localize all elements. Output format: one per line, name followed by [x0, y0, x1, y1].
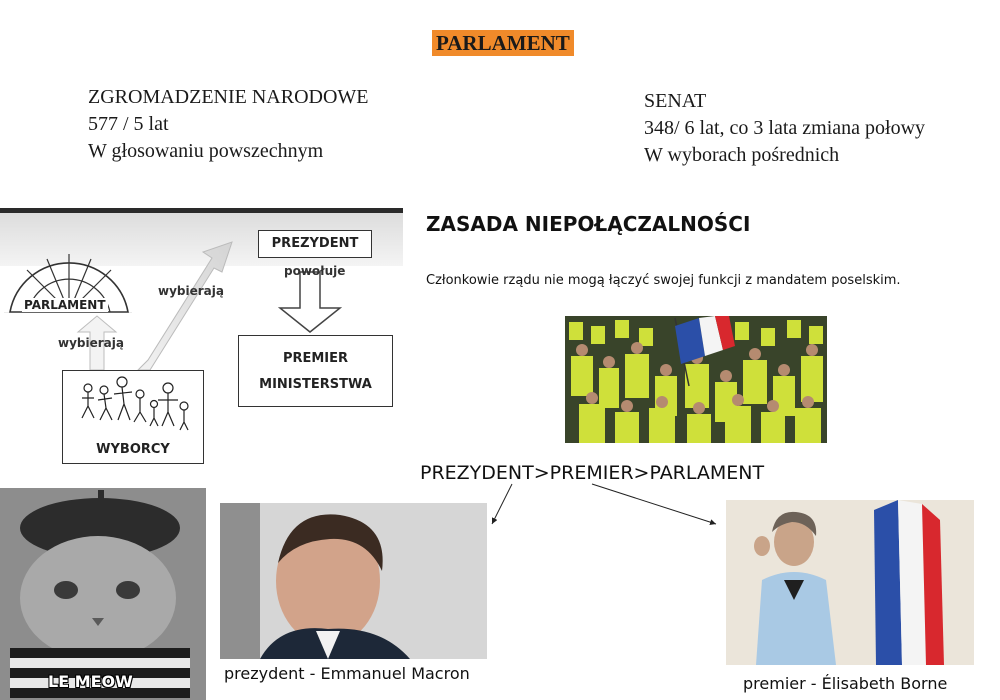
- senate-term: 348/ 6 lat, co 3 lata zmiana połowy: [644, 117, 926, 139]
- flag-icon: [874, 500, 944, 665]
- premier-box: [238, 335, 393, 407]
- parliament-label: PARLAMENT: [24, 298, 106, 312]
- cat-meme: [0, 488, 206, 700]
- president-caption: prezydent - Emmanuel Macron: [224, 664, 470, 683]
- government-diagram: [0, 208, 403, 470]
- elect-label-left: wybierają: [58, 336, 124, 350]
- senate-block: [644, 88, 925, 169]
- premier-caption: premier - Élisabeth Borne: [743, 674, 948, 693]
- assembly-election: W głosowaniu powszechnym: [88, 140, 324, 162]
- appoints-label: powołuje: [284, 264, 346, 278]
- page-title: PARLAMENT: [432, 30, 574, 56]
- assembly-name: ZGROMADZENIE NARODOWE: [88, 86, 369, 108]
- arrow-icon: [492, 484, 512, 524]
- president-label: PREZYDENT: [271, 236, 359, 251]
- principle-text: Członkowie rządu nie mogą łączyć swojej funkcji z mandatem poselskim.: [426, 273, 901, 288]
- president-box: [258, 230, 372, 258]
- hierarchy-arrows: [480, 480, 740, 530]
- arrow-icon: [592, 484, 716, 524]
- premier-photo: [726, 500, 974, 665]
- arrow-icon: [280, 272, 340, 332]
- protest-photo: [565, 316, 827, 443]
- ministries-label: MINISTERSTWA: [259, 377, 372, 392]
- president-photo-image: [220, 503, 487, 659]
- premier-photo-image: [726, 500, 974, 665]
- meme-caption: LE MEOW: [48, 672, 133, 691]
- power-hierarchy: PREZYDENT>PREMIER>PARLAMENT: [420, 462, 765, 484]
- premier-label: PREMIER: [282, 351, 349, 366]
- senate-election: W wyborach pośrednich: [644, 144, 840, 166]
- assembly-block: [88, 84, 369, 165]
- cat-meme-image: [0, 488, 206, 700]
- voters-label: WYBORCY: [96, 442, 170, 457]
- arrow-icon: [138, 242, 232, 370]
- senate-name: SENAT: [644, 90, 707, 112]
- protest-photo-image: [565, 316, 827, 443]
- elect-label-top: wybierają: [158, 284, 224, 298]
- voters-box: [62, 370, 204, 464]
- principle-title: ZASADA NIEPOŁĄCZALNOŚCI: [426, 212, 751, 236]
- president-photo: [220, 503, 487, 659]
- assembly-term: 577 / 5 lat: [88, 113, 169, 135]
